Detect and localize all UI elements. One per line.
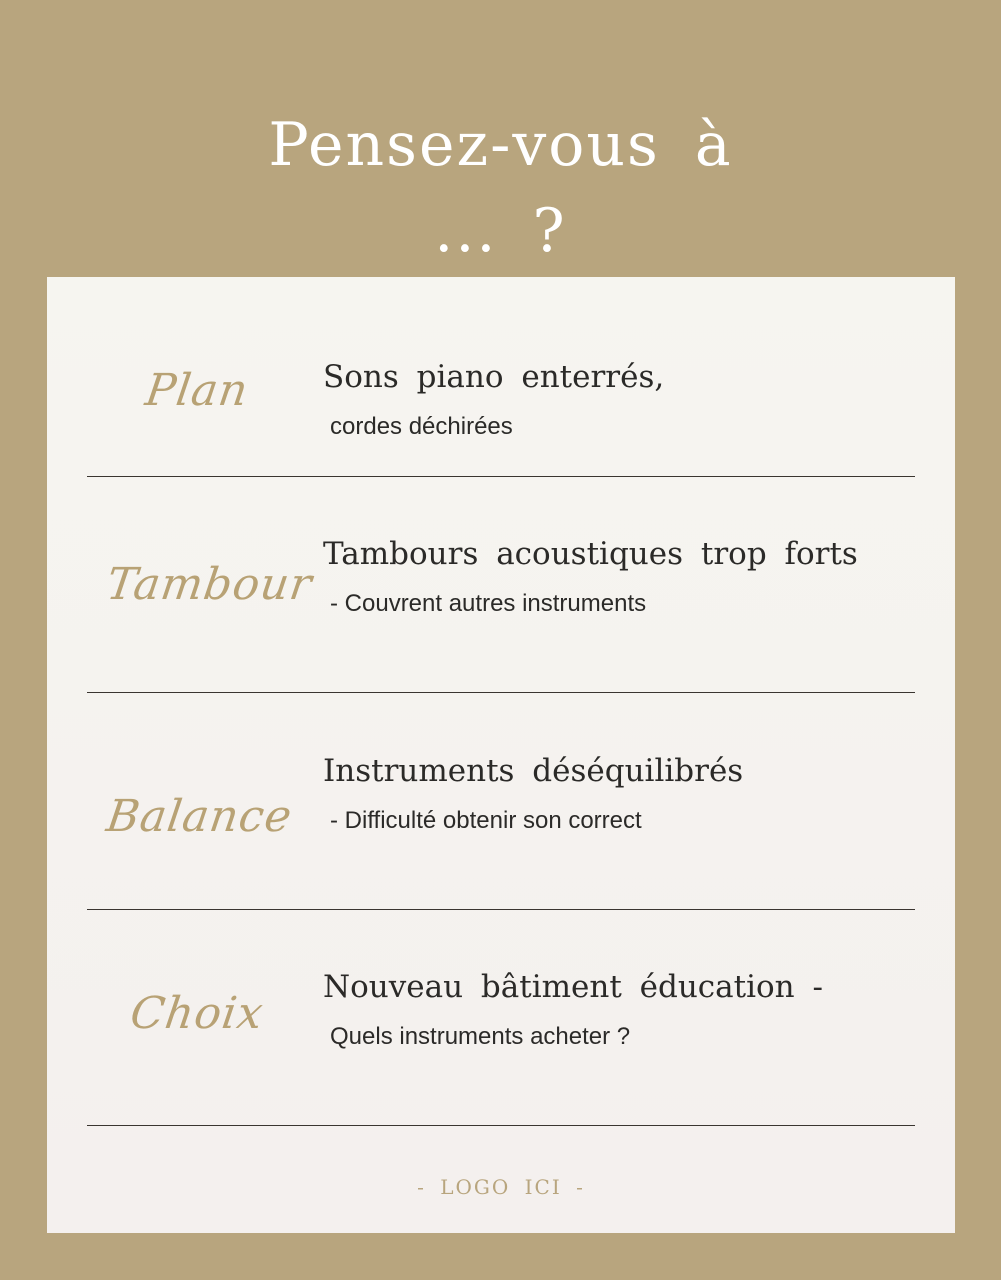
item-subtitle: - Difficulté obtenir son correct <box>330 807 642 834</box>
logo-placeholder: - LOGO ICI - <box>417 1175 585 1199</box>
list-item-tambour <box>87 477 915 693</box>
list-item-plan <box>87 277 915 477</box>
divider <box>87 1125 915 1126</box>
item-title: Instruments déséquilibrés <box>323 753 744 789</box>
list-item-balance <box>87 693 915 910</box>
page-title-line-1: Pensez-vous à <box>268 110 733 181</box>
page-title <box>0 102 1001 274</box>
list-item-choix <box>87 910 915 1126</box>
script-label: Choix <box>127 988 267 1039</box>
item-subtitle: - Couvrent autres instruments <box>330 590 647 617</box>
item-title: Tambours acoustiques trop forts <box>323 536 858 572</box>
script-label: Balance <box>103 791 296 842</box>
item-title: Nouveau bâtiment éducation - <box>323 969 823 1005</box>
item-subtitle: Quels instruments acheter ? <box>330 1023 631 1050</box>
content-card <box>47 277 955 1233</box>
page-title-line-2: ... ? <box>434 196 567 267</box>
script-label: Tambour <box>103 559 316 610</box>
script-label: Plan <box>142 365 252 416</box>
item-subtitle: cordes déchirées <box>330 413 513 440</box>
item-title: Sons piano enterrés, <box>323 359 665 395</box>
